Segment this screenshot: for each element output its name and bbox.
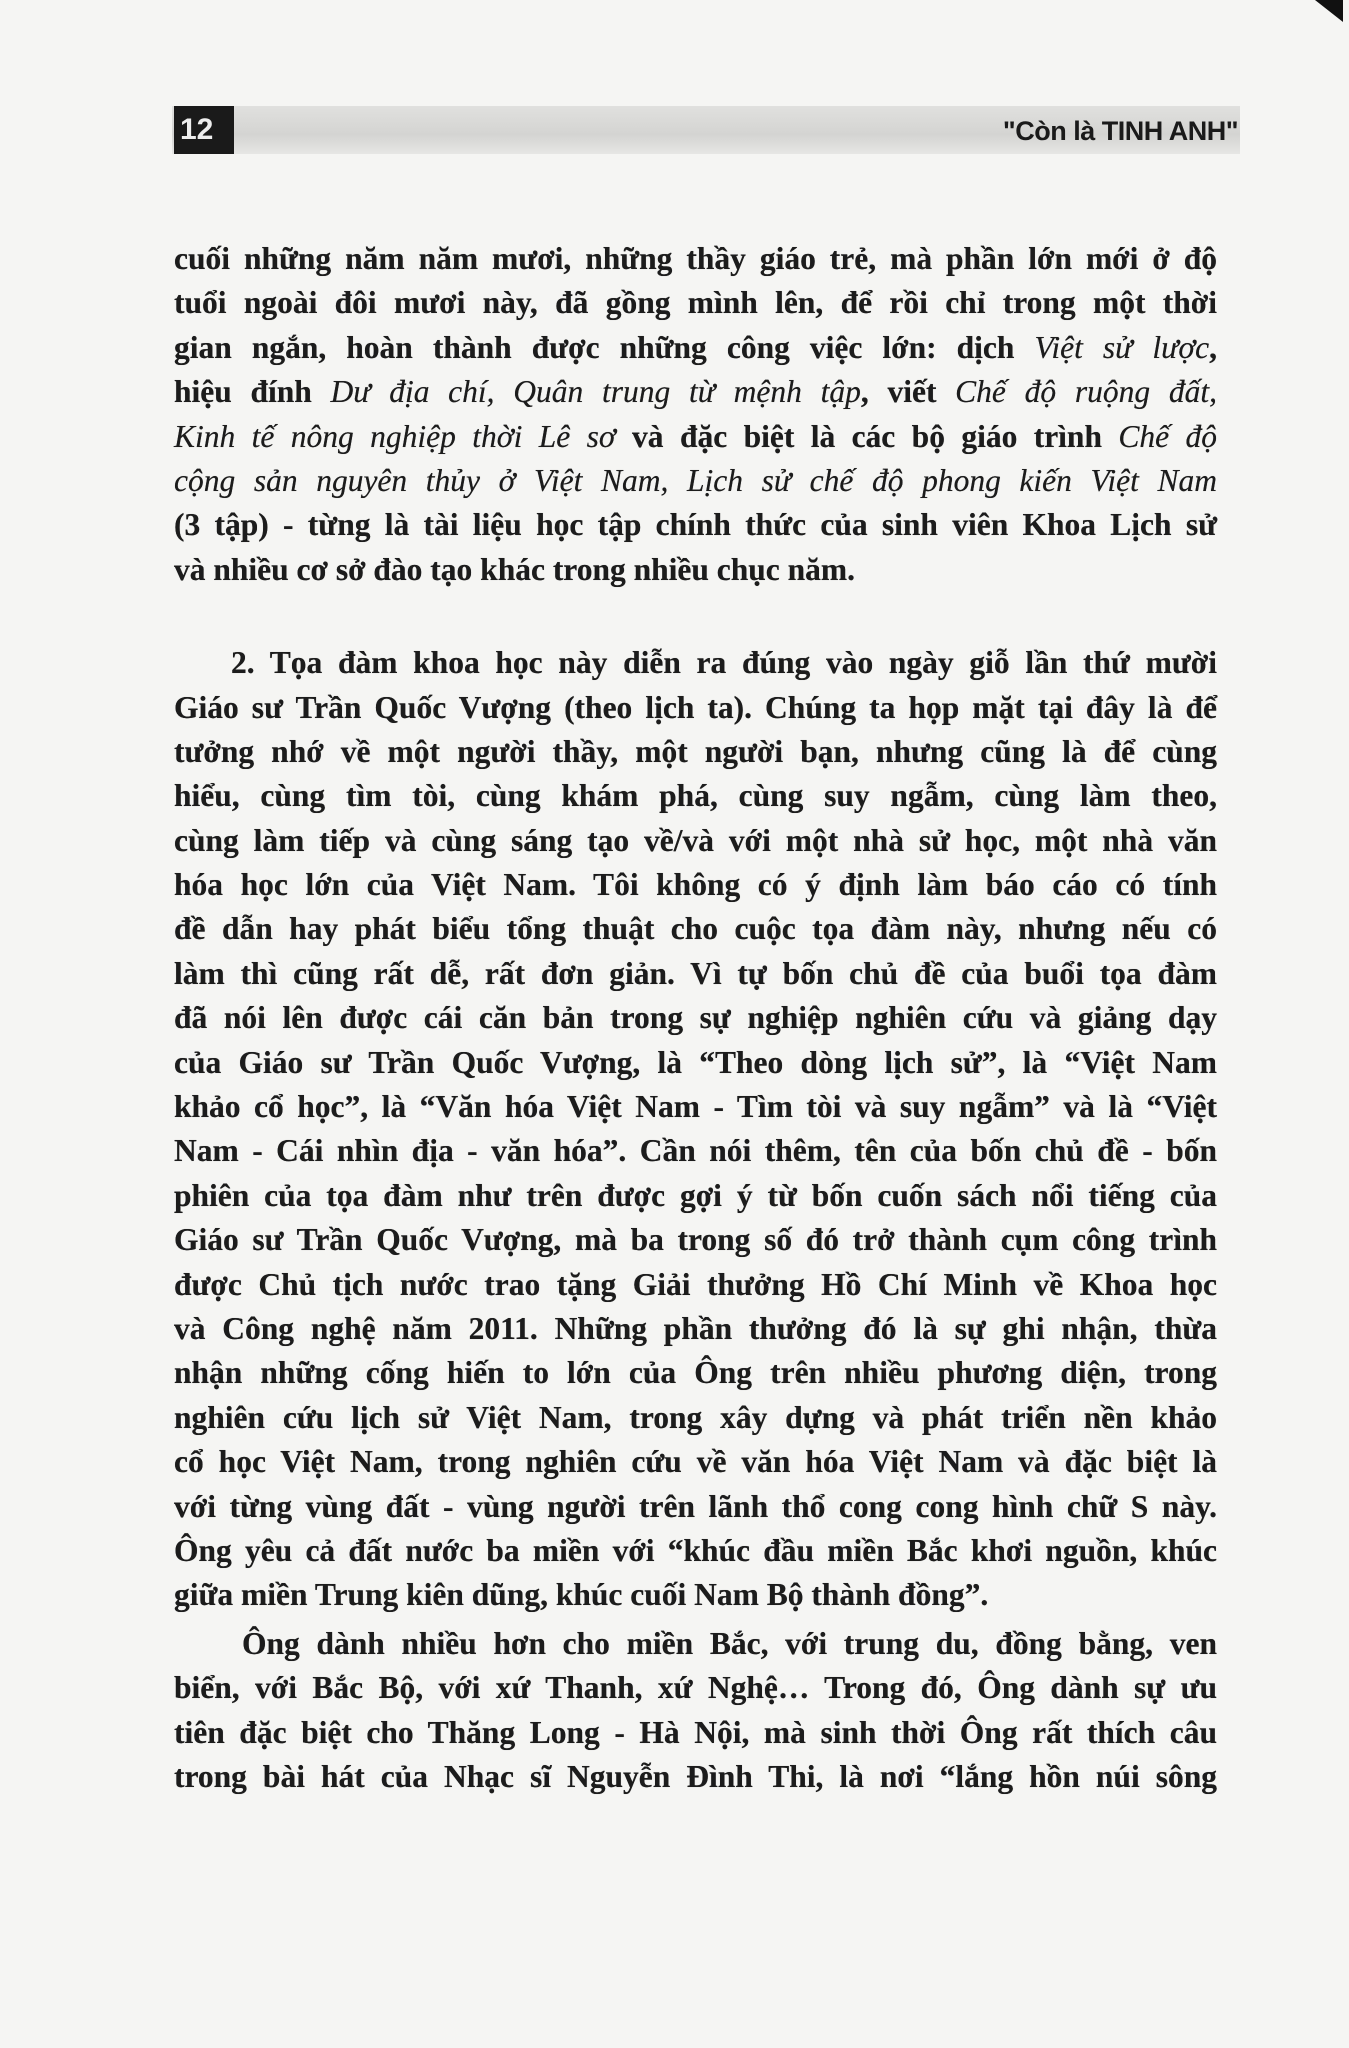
text-line	[174, 1307, 1217, 1351]
body-text	[174, 237, 1217, 1799]
text-segment: tưởng nhớ về một người thầy, một người bạn, nhưng cũng là để cùng	[174, 733, 1217, 769]
text-line	[174, 1351, 1217, 1395]
text-line	[174, 1573, 1217, 1617]
text-segment: với từng vùng đất - vùng người trên lãnh thổ cong cong hình chữ S này.	[174, 1488, 1217, 1524]
italic-title-segment: Dư địa chí, Quân trung từ mệnh tập	[330, 374, 861, 410]
text-segment: đã nói lên được cái căn bản trong sự nghiệp nghiên cứu và giảng dạy	[174, 1000, 1217, 1036]
text-segment: và nhiều cơ sở đào tạo khác trong nhiều chục năm.	[174, 551, 856, 587]
text-segment: làm thì cũng rất dễ, rất đơn giản. Vì tự bốn chủ đề của buổi tọa đàm	[174, 955, 1217, 991]
text-line	[174, 996, 1217, 1040]
scan-corner-artifact	[1315, 0, 1343, 22]
text-segment: tuổi ngoài đôi mươi này, đã gồng mình lên, để rồi chỉ trong một thời	[174, 285, 1217, 321]
text-segment: nghiên cứu lịch sử Việt Nam, trong xây dựng và phát triển nền khảo	[174, 1399, 1217, 1435]
text-line	[174, 641, 1217, 685]
text-line	[174, 1440, 1217, 1484]
text-segment: tiên đặc biệt cho Thăng Long - Hà Nội, mà sinh thời Ông rất thích câu	[174, 1714, 1217, 1750]
text-line	[174, 863, 1217, 907]
text-segment: cùng làm tiếp và cùng sáng tạo về/và với một nhà sử học, một nhà văn	[174, 822, 1217, 858]
text-segment: Tọa đàm khoa học này diễn ra đúng vào ngày giỗ lần thứ mười	[254, 645, 1217, 681]
text-segment: nhận những cống hiến to lớn của Ông trên nhiều phương diện, trong	[174, 1355, 1217, 1391]
text-segment: gian ngắn, hoàn thành được những công việc lớn: dịch	[174, 329, 1035, 365]
text-line	[174, 1174, 1217, 1218]
text-segment: cổ học Việt Nam, trong nghiên cứu về văn hóa Việt Nam và đặc biệt là	[174, 1444, 1217, 1480]
text-segment: (3 tập) - từng là tài liệu học tập chính thức của sinh viên Khoa Lịch sử	[174, 507, 1217, 543]
text-line	[174, 1085, 1217, 1129]
text-segment: giữa miền Trung kiên dũng, khúc cuối Nam Bộ thành đồng”.	[174, 1577, 989, 1613]
text-segment: hóa học lớn của Việt Nam. Tôi không có ý định làm báo cáo có tính	[174, 867, 1217, 903]
text-segment: đề dẫn hay phát biểu tổng thuật cho cuộc tọa đàm này, nhưng nếu có	[174, 911, 1217, 947]
text-segment: ,	[1209, 329, 1217, 365]
paragraph	[174, 1622, 1217, 1800]
text-line	[174, 415, 1217, 459]
text-line	[174, 774, 1217, 818]
text-line	[174, 1666, 1217, 1710]
text-line	[174, 907, 1217, 951]
text-line	[174, 1218, 1217, 1262]
italic-title-segment: cộng sản nguyên thủy ở Việt Nam, Lịch sử chế độ phong kiến Việt Nam	[174, 462, 1217, 498]
text-segment: 2.	[231, 645, 255, 681]
text-segment: cuối những năm năm mươi, những thầy giáo trẻ, mà phần lớn mới ở độ	[174, 241, 1217, 276]
text-line	[174, 503, 1217, 547]
text-segment: và đặc biệt là các bộ giáo trình	[615, 418, 1119, 454]
text-line	[174, 1485, 1217, 1529]
italic-title-segment: Việt sử lược	[1034, 329, 1210, 365]
text-line	[174, 370, 1217, 414]
text-line	[174, 686, 1217, 730]
text-line	[174, 281, 1217, 325]
text-line	[174, 952, 1217, 996]
text-segment: được Chủ tịch nước trao tặng Giải thưởng Hồ Chí Minh về Khoa học	[174, 1266, 1217, 1302]
italic-title-segment: Chế độ	[1118, 418, 1217, 454]
text-line	[174, 1622, 1217, 1666]
text-segment: biển, với Bắc Bộ, với xứ Thanh, xứ Nghệ… Trong đó, Ông dành sự ưu	[174, 1670, 1217, 1706]
text-line	[174, 1755, 1217, 1799]
text-line	[174, 1529, 1217, 1573]
running-title: "Còn là TINH ANH"	[1002, 116, 1238, 146]
text-line	[174, 1396, 1217, 1440]
text-line	[174, 1041, 1217, 1085]
page-number: 12	[174, 106, 234, 154]
italic-title-segment: Kinh tế nông nghiệp thời Lê sơ	[174, 418, 616, 454]
text-line	[174, 326, 1217, 370]
text-segment: khảo cổ học”, là “Văn hóa Việt Nam - Tìm tòi và suy ngẫm” và là “Việt	[174, 1089, 1217, 1125]
text-line	[174, 459, 1217, 503]
text-segment: Nam - Cái nhìn địa - văn hóa”. Cần nói thêm, tên của bốn chủ đề - bốn	[174, 1133, 1217, 1169]
italic-title-segment: Chế độ ruộng đất,	[955, 374, 1217, 410]
text-line	[174, 819, 1217, 863]
text-segment: Giáo sư Trần Quốc Vượng (theo lịch ta). Chúng ta họp mặt tại đây là để	[174, 689, 1217, 725]
text-segment: , viết	[860, 374, 956, 410]
text-segment: Ông yêu cả đất nước ba miền với “khúc đầu miền Bắc khơi nguồn, khúc	[174, 1532, 1217, 1568]
text-line	[174, 1129, 1217, 1173]
text-line	[174, 1263, 1217, 1307]
text-segment: trong bài hát của Nhạc sĩ Nguyễn Đình Thi, là nơi “lắng hồn núi sông	[174, 1758, 1217, 1794]
text-segment: Ông dành nhiều hơn cho miền Bắc, với trung du, đồng bằng, ven	[242, 1625, 1217, 1661]
text-segment: hiểu, cùng tìm tòi, cùng khám phá, cùng suy ngẫm, cùng làm theo,	[174, 778, 1217, 814]
text-line	[174, 237, 1217, 281]
paragraph	[174, 641, 1217, 1618]
text-segment: của Giáo sư Trần Quốc Vượng, là “Theo dòng lịch sử”, là “Việt Nam	[174, 1044, 1217, 1080]
text-line	[174, 1711, 1217, 1755]
text-segment: hiệu đính	[174, 374, 331, 410]
text-line	[174, 730, 1217, 774]
text-segment: và Công nghệ năm 2011. Những phần thưởng đó là sự ghi nhận, thừa	[174, 1310, 1217, 1346]
text-line	[174, 548, 1217, 592]
paragraph	[174, 237, 1217, 592]
text-segment: phiên của tọa đàm như trên được gợi ý từ bốn cuốn sách nổi tiếng của	[174, 1177, 1217, 1213]
text-segment: Giáo sư Trần Quốc Vượng, mà ba trong số đó trở thành cụm công trình	[174, 1222, 1217, 1258]
